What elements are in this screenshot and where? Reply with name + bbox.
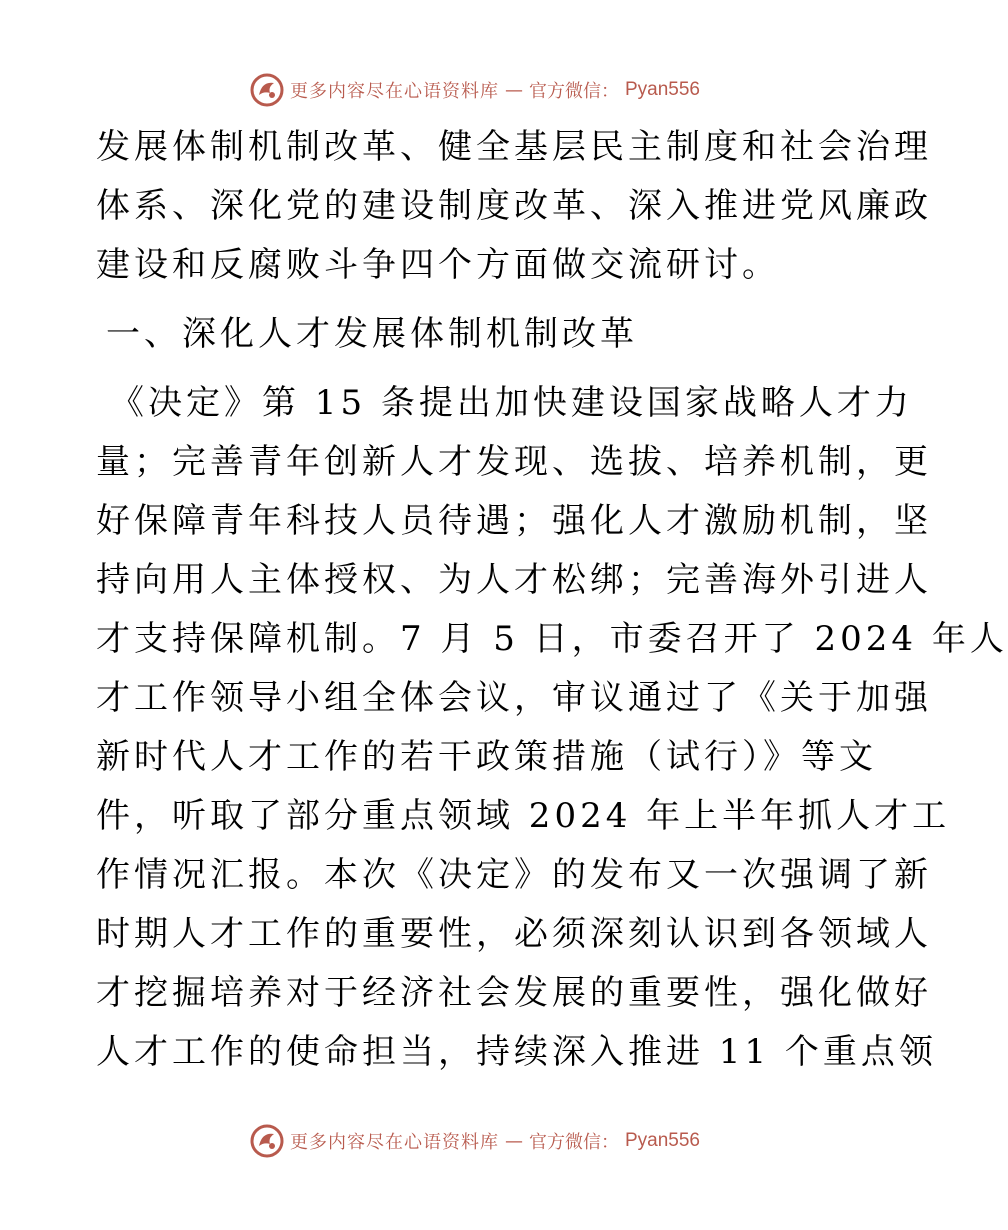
header-watermark [0, 72, 950, 108]
text-line: 好保障青年科技人员待遇；强化人才激励机制，坚 [96, 501, 932, 541]
watermark-official-label: 官方微信： [528, 81, 619, 102]
text-line: 持向用人主体授权、为人才松绑；完善海外引进人 [96, 560, 932, 600]
text-line: 体系、深化党的建设制度改革、深入推进党风廉政 [96, 186, 932, 226]
document-body [96, 118, 1008, 1082]
watermark-wechat-id: Pyan556 [624, 1130, 700, 1151]
watermark-official-label: 官方微信： [528, 1132, 619, 1153]
watermark-dash: — [504, 79, 523, 101]
swirl-logo-icon [250, 1124, 284, 1158]
text-line: 件，听取了部分重点领域 2024 年上半年抓人才工 [96, 796, 951, 836]
text-line: 量；完善青年创新人才发现、选拔、培养机制，更 [96, 442, 932, 482]
text-line: 才工作领导小组全体会议，审议通过了《关于加强 [96, 678, 932, 718]
section-heading: 一、深化人才发展体制机制改革 [106, 314, 638, 354]
paragraph-talent-reform [96, 374, 1008, 1082]
swirl-logo-icon [250, 73, 284, 107]
watermark-dash: — [504, 1130, 523, 1152]
text-line: 建设和反腐败斗争四个方面做交流研讨。 [96, 245, 780, 285]
watermark-text: 更多内容尽在心语资料库 [289, 1132, 499, 1153]
text-line: 《决定》第 15 条提出加快建设国家战略人才力 [110, 383, 913, 423]
text-line: 才支持保障机制。7 月 5 日，市委召开了 2024 年人 [96, 619, 1008, 659]
watermark-text: 更多内容尽在心语资料库 [289, 81, 499, 102]
text-line: 作情况汇报。本次《决定》的发布又一次强调了新 [96, 855, 932, 895]
text-line: 新时代人才工作的若干政策措施（试行）》等文 [96, 737, 877, 777]
paragraph-intro [96, 118, 932, 295]
text-line: 人才工作的使命担当，持续深入推进 11 个重点领 [96, 1032, 937, 1072]
footer-watermark [0, 1123, 950, 1159]
text-line: 发展体制机制改革、健全基层民主制度和社会治理 [96, 127, 932, 167]
text-line: 时期人才工作的重要性，必须深刻认识到各领域人 [96, 914, 932, 954]
text-line: 才挖掘培养对于经济社会发展的重要性，强化做好 [96, 973, 932, 1013]
watermark-wechat-id: Pyan556 [624, 79, 700, 100]
